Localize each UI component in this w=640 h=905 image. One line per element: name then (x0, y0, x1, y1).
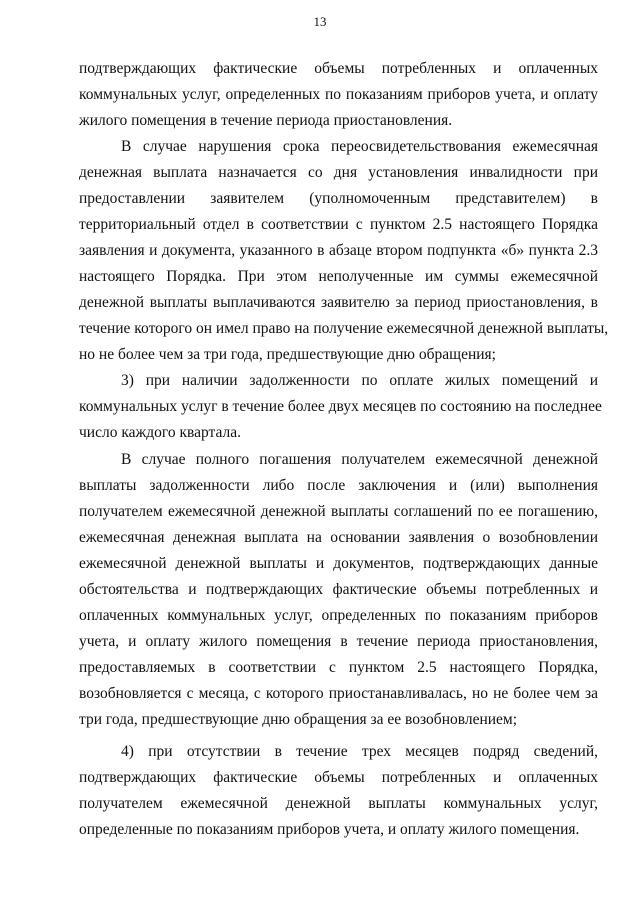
paragraph-line: коммунальных услуг, определенных по показаниям приборов учета, и оплату (79, 86, 598, 103)
paragraph-line: предоставляемых в соответствии с пунктом 2.5 настоящего Порядка, (79, 659, 598, 676)
paragraph-line: предоставлении заявителем (уполномоченным представителем) в (79, 190, 598, 207)
paragraph-line: денежная выплата назначается со дня установления инвалидности при (79, 164, 598, 181)
paragraph-line: возобновляется с месяца, с которого приостанавливалась, но не более чем за (79, 685, 598, 702)
paragraph-line: денежной выплаты выплачиваются заявителю за период приостановления, в (79, 294, 598, 311)
page-number: 13 (313, 14, 327, 29)
paragraph-line: жилого помещения в течение периода приостановления. (79, 112, 453, 129)
paragraph-line: В случае нарушения срока переосвидетельствования ежемесячная (121, 138, 598, 155)
paragraph-line: обстоятельства и подтверждающих фактические объемы потребленных и (79, 581, 598, 598)
paragraph-line: три года, предшествующие дню обращения за ее возобновлением; (79, 711, 518, 728)
paragraph-line: ежемесячная денежная выплата на основании заявления о возобновлении (79, 529, 598, 546)
paragraph-line: подтверждающих фактические объемы потребленных и оплаченных (79, 769, 598, 786)
paragraph-line: получателем ежемесячной денежной выплаты соглашений по ее погашению, (79, 503, 598, 520)
paragraph-line: 4) при отсутствии в течение трех месяцев подряд сведений, (121, 743, 598, 760)
paragraph-line: учета, и оплату жилого помещения в течение периода приостановления, (79, 633, 598, 650)
paragraph-line: течение которого он имел право на получение ежемесячной денежной выплаты, (79, 320, 609, 337)
paragraph-line: заявления и документа, указанного в абзаце втором подпункта «б» пункта 2.3 (79, 242, 598, 259)
paragraph-line: но не более чем за три года, предшествующие дню обращения; (79, 346, 496, 363)
paragraph-line: подтверждающих фактические объемы потребленных и оплаченных (79, 60, 598, 77)
paragraph-line: число каждого квартала. (79, 424, 241, 441)
paragraph-line: территориальный отдел в соответствии с пунктом 2.5 настоящего Порядка (79, 216, 598, 233)
paragraph-line: В случае полного погашения получателем ежемесячной денежной (121, 451, 598, 468)
paragraph-line: определенные по показаниям приборов учета, и оплату жилого помещения. (79, 821, 580, 838)
paragraph-line: ежемесячной денежной выплаты и документов, подтверждающих данные (79, 555, 598, 572)
paragraph-line: коммунальных услуг в течение более двух месяцев по состоянию на последнее (79, 398, 602, 415)
paragraph-line: оплаченных коммунальных услуг, определенных по показаниям приборов (79, 607, 598, 624)
paragraph-line: выплаты задолженности либо после заключения и (или) выполнения (79, 477, 598, 494)
paragraph-line: 3) при наличии задолженности по оплате жилых помещений и (121, 372, 598, 389)
paragraph-line: настоящего Порядка. При этом неполученные им суммы ежемесячной (79, 268, 598, 285)
paragraph-line: получателем ежемесячной денежной выплаты коммунальных услуг, (79, 795, 598, 812)
